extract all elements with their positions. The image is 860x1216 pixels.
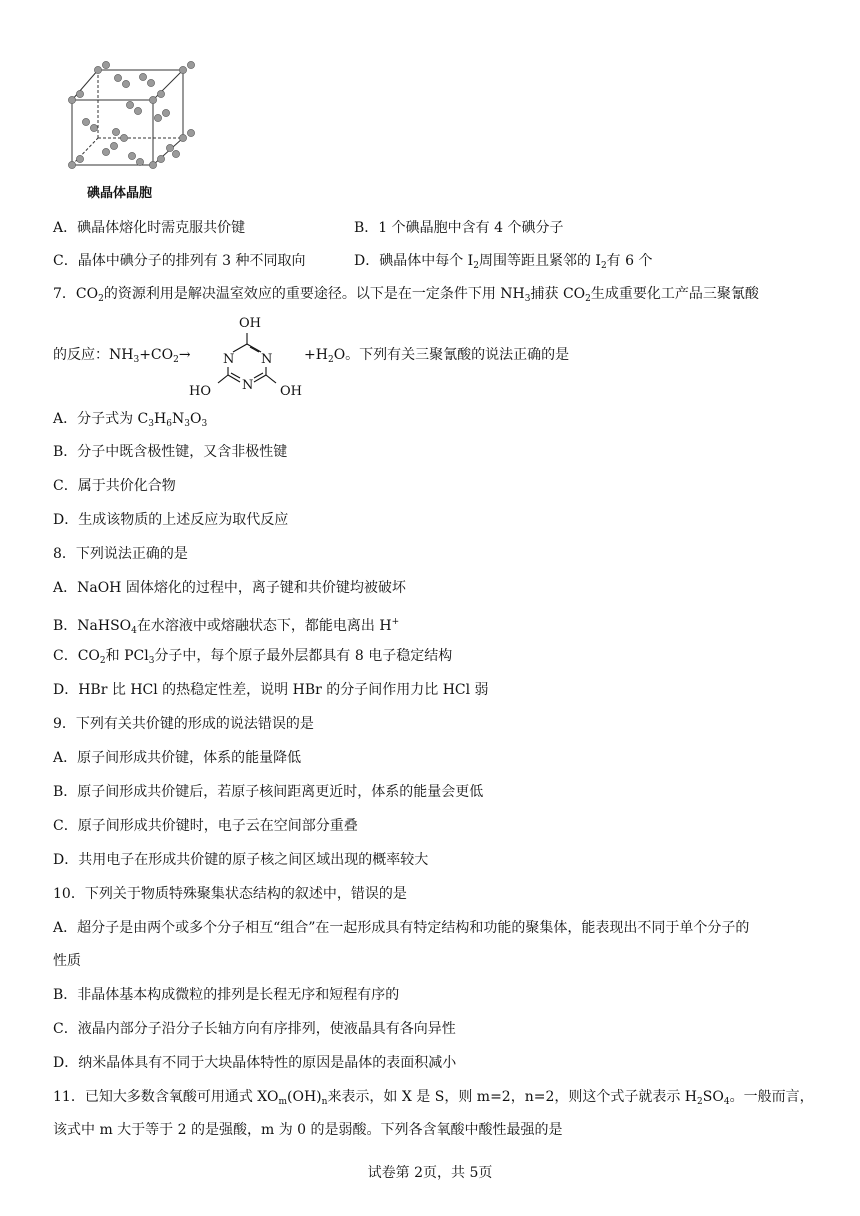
q10-stem: 10．下列关于物质特殊聚集状态结构的叙述中，错误的是 (53, 886, 407, 902)
q11-stem-line1: 11．已知大多数含氧酸可用通式 $XO_m(OH)_n$来表示，如 X 是 S，则 m=2，n=2，则这个式子就表示 $H_2SO_4$。一般而言， (53, 1089, 814, 1107)
q7-option-b: B．分子中既含极性键，又含非极性键 (53, 444, 288, 460)
struct-oh-left: HO (189, 384, 211, 399)
q8-stem: 8．下列说法正确的是 (53, 546, 188, 562)
q9-stem: 9．下列有关共价键的形成的说法错误的是 (53, 716, 314, 732)
q7-option-c: C．属于共价化合物 (53, 478, 176, 494)
q9-option-c: C．原子间形成共价键时，电子云在空间部分重叠 (53, 818, 358, 834)
q6-option-a: A．碘晶体熔化时需克服共价键 (53, 220, 246, 236)
iodine-unit-cell-figure (58, 60, 198, 178)
q8-option-d: D．HBr 比 HCl 的热稳定性差，说明 HBr 的分子间作用力比 HCl 弱 (53, 682, 489, 698)
q10-option-a-line2: 性质 (53, 953, 81, 969)
q6-option-d: D．碘晶体中每个 $I_2$周围等距且紧邻的 $I_2$有 6 个 (354, 253, 653, 271)
q6-option-c: C．晶体中碘分子的排列有 3 种不同取向 (53, 253, 306, 269)
struct-n-right: N (261, 352, 273, 367)
q9-option-a: A．原子间形成共价键，体系的能量降低 (53, 750, 302, 766)
struct-n-bottom: N (242, 378, 254, 393)
q9-option-d: D．共用电子在形成共价键的原子核之间区域出现的概率较大 (53, 852, 429, 868)
q7-option-a: A．分子式为 $C_3H_6N_3O_3$ (53, 411, 208, 429)
q10-option-c: C．液晶内部分子沿分子长轴方向有序排列，使液晶具有各向异性 (53, 1021, 456, 1037)
q6-option-b: B．1 个碘晶胞中含有 4 个碘分子 (354, 220, 564, 236)
struct-oh-right: OH (280, 384, 302, 399)
figure-caption: 碘晶体晶胞 (87, 186, 153, 201)
q7-option-d: D．生成该物质的上述反应为取代反应 (53, 512, 289, 528)
cyanuric-acid-structure (186, 311, 304, 403)
q7-reaction-right: $+H_2O$。下列有关三聚氰酸的说法正确的是 (304, 347, 570, 365)
q8-option-b: B．NaHSO$_4$在水溶液中或熔融状态下，都能电离出 H+ (53, 617, 400, 636)
q10-option-b: B．非晶体基本构成微粒的排列是长程无序和短程有序的 (53, 987, 400, 1003)
q8-option-a: A．NaOH 固体熔化的过程中，离子键和共价键均被破坏 (53, 580, 406, 596)
q7-reaction-left: 的反应：$NH_3+CO_2\to$ (53, 347, 191, 365)
struct-n-left: N (223, 352, 235, 367)
q7-stem: 7．$CO_2$的资源利用是解决温室效应的重要途径。以下是在一定条件下用 $NH_3$捕获 $CO_2$生成重要化工产品三聚氰酸 (53, 286, 759, 304)
q10-option-d: D．纳米晶体具有不同于大块晶体特性的原因是晶体的表面积减小 (53, 1055, 457, 1071)
struct-oh-top: OH (239, 316, 261, 331)
q11-stem-line2: 该式中 m 大于等于 2 的是强酸，m 为 0 的是弱酸。下列各含氧酸中酸性最强的是 (53, 1122, 563, 1138)
q10-option-a-line1: A．超分子是由两个或多个分子相互“组合”在一起形成具有特定结构和功能的聚集体，能表现出不同于单个分子的 (53, 920, 750, 936)
q9-option-b: B．原子间形成共价键后，若原子核间距离更近时，体系的能量会更低 (53, 784, 484, 800)
q8-option-c: C．$CO_2$和 PCl$_3$分子中，每个原子最外层都具有 8 电子稳定结构 (53, 648, 453, 666)
page-footer: 试卷第 2页，共 5页 (367, 1165, 493, 1181)
